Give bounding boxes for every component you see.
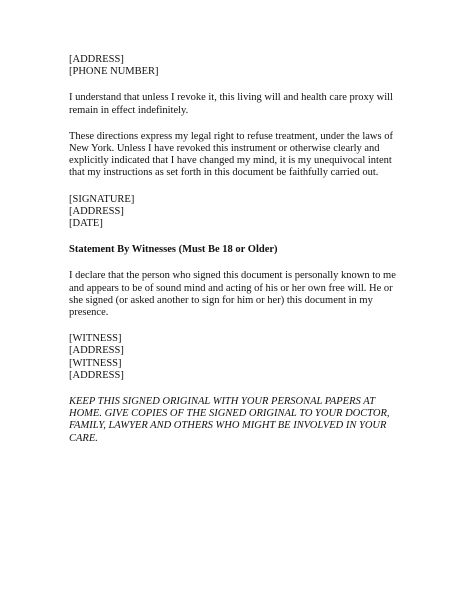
document-body <box>69 54 414 445</box>
directions-paragraph: These directions express my legal right to refuse treatment, under the laws of New York. Unless I have revoked this instrument or otherwise clearly and explicitly indicated that I have changed my mind, it is my unequivocal intent that my instructions as set forth in this document be faithfully carried out. <box>69 130 393 179</box>
header-address-block <box>69 54 414 78</box>
witness-address-placeholder-1: [ADDRESS] <box>69 345 124 357</box>
witness-placeholder-1: [WITNESS] <box>69 333 122 345</box>
witness-block <box>69 333 414 382</box>
address-placeholder: [ADDRESS] <box>69 54 124 65</box>
witness-statement-heading: Statement By Witnesses (Must Be 18 or Older) <box>69 244 278 256</box>
witness-placeholder-2: [WITNESS] <box>69 357 122 369</box>
revocation-paragraph: I understand that unless I revoke it, this living will and health care proxy will remain in effect indefinitely. <box>69 92 393 116</box>
closing-instructions: KEEP THIS SIGNED ORIGINAL WITH YOUR PERSONAL PAPERS AT HOME. GIVE COPIES OF THE SIGNED ORIGINAL TO YOUR DOCTOR, FAMILY, LAWYER AND OTHERS WHO MIGHT BE INVOLVED IN YOUR CARE. <box>69 396 390 444</box>
witness-address-placeholder-2: [ADDRESS] <box>69 369 124 381</box>
date-placeholder: [DATE] <box>69 218 103 230</box>
phone-number-placeholder: [PHONE NUMBER] <box>69 66 159 78</box>
signature-block <box>69 194 414 231</box>
signer-address-placeholder: [ADDRESS] <box>69 205 124 217</box>
signature-placeholder: [SIGNATURE] <box>69 193 135 205</box>
witness-declaration-paragraph: I declare that the person who signed this document is personally known to me and appears to be of sound mind and acting of his or her own free will. He or she signed (or asked another to sign for him or her) this document in my presence. <box>69 270 396 319</box>
